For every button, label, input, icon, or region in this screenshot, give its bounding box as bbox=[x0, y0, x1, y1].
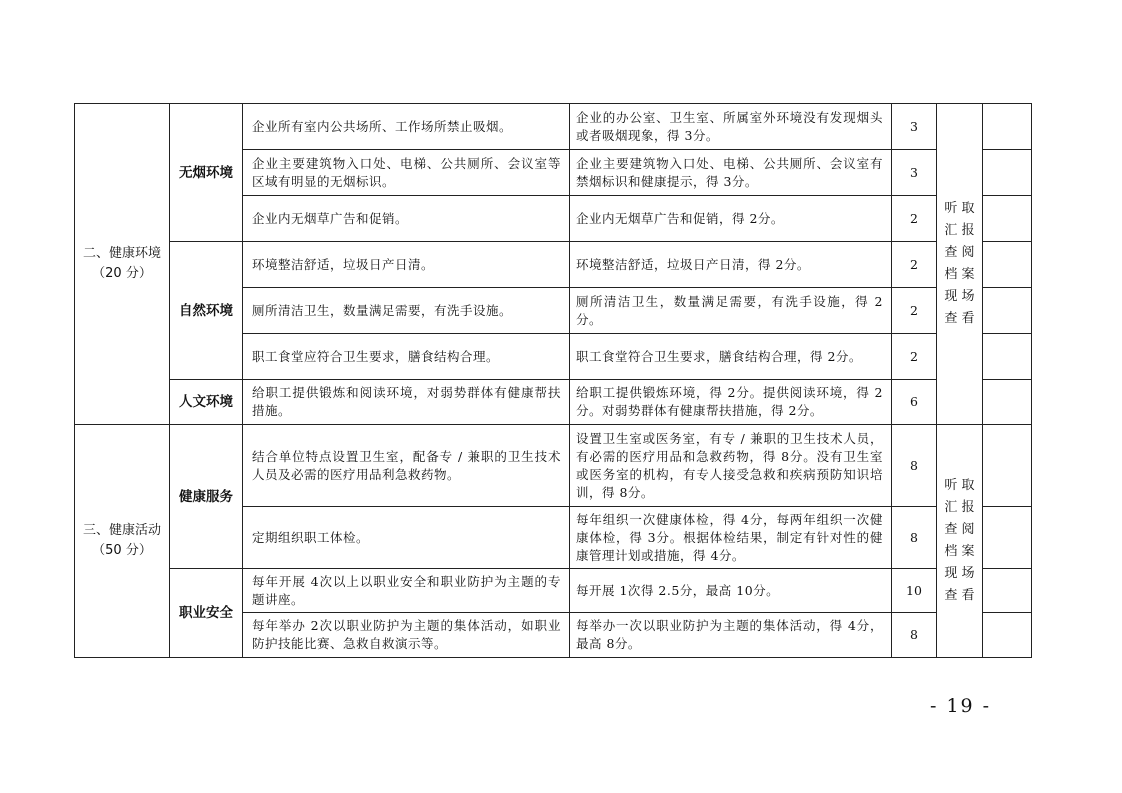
points-cell: 3 bbox=[892, 104, 937, 150]
blank-cell bbox=[983, 507, 1032, 569]
requirement-cell: 企业所有室内公共场所、工作场所禁止吸烟。 bbox=[243, 104, 570, 150]
table-row bbox=[75, 425, 1032, 507]
subcategory-name: 职业安全 bbox=[170, 569, 243, 658]
requirement-cell: 每年举办 2次以职业防护为主题的集体活动，如职业防护技能比赛、急救自救演示等。 bbox=[243, 613, 570, 658]
standard-cell: 每年组织一次健康体检，得 4分，每两年组织一次健康体检，得 3分。根据体检结果，制定有针对性的健康管理计划或措施，得 4分。 bbox=[570, 507, 892, 569]
subcategory-name: 健康服务 bbox=[170, 425, 243, 569]
standard-cell: 企业内无烟草广告和促销，得 2分。 bbox=[570, 196, 892, 242]
requirement-cell: 环境整洁舒适，垃圾日产日清。 bbox=[243, 242, 570, 288]
blank-cell bbox=[983, 380, 1032, 425]
table-row bbox=[75, 104, 1032, 150]
points-cell: 6 bbox=[892, 380, 937, 425]
table-row bbox=[75, 242, 1032, 288]
points-cell: 8 bbox=[892, 507, 937, 569]
blank-cell bbox=[983, 569, 1032, 613]
blank-cell bbox=[983, 104, 1032, 150]
requirement-cell: 企业内无烟草广告和促销。 bbox=[243, 196, 570, 242]
blank-cell bbox=[983, 334, 1032, 380]
requirement-cell: 给职工提供锻炼和阅读环境，对弱势群体有健康帮扶措施。 bbox=[243, 380, 570, 425]
points-cell: 8 bbox=[892, 613, 937, 658]
requirement-cell: 定期组织职工体检。 bbox=[243, 507, 570, 569]
subcategory-name: 自然环境 bbox=[170, 242, 243, 380]
standard-cell: 每举办一次以职业防护为主题的集体活动，得 4分，最高 8分。 bbox=[570, 613, 892, 658]
method-text: 听 取 汇 报 查 阅 档 案 现 场 查 看 bbox=[944, 201, 975, 326]
requirement-cell: 职工食堂应符合卫生要求，膳食结构合理。 bbox=[243, 334, 570, 380]
standard-cell: 厕所清洁卫生，数量满足需要，有洗手设施，得 2分。 bbox=[570, 288, 892, 334]
table-row bbox=[75, 569, 1032, 613]
table-row bbox=[75, 380, 1032, 425]
standard-cell: 给职工提供锻炼环境，得 2分。提供阅读环境，得 2分。对弱势群体有健康帮扶措施，得 2分。 bbox=[570, 380, 892, 425]
requirement-cell: 厕所清洁卫生，数量满足需要，有洗手设施。 bbox=[243, 288, 570, 334]
category-cell bbox=[75, 104, 170, 425]
blank-cell bbox=[983, 288, 1032, 334]
standard-cell: 环境整洁舒适，垃圾日产日清，得 2分。 bbox=[570, 242, 892, 288]
blank-cell bbox=[983, 613, 1032, 658]
standard-cell: 设置卫生室或医务室，有专 / 兼职的卫生技术人员，有必需的医疗用品和急救药物，得 8分。没有卫生室或医务室的机构，有专人接受急救和疾病预防知识培训，得 8分。 bbox=[570, 425, 892, 507]
points-cell: 8 bbox=[892, 425, 937, 507]
method-cell bbox=[937, 104, 983, 425]
blank-cell bbox=[983, 242, 1032, 288]
standard-cell: 每开展 1次得 2.5分，最高 10分。 bbox=[570, 569, 892, 613]
requirement-cell: 企业主要建筑物入口处、电梯、公共厕所、会议室等区域有明显的无烟标识。 bbox=[243, 150, 570, 196]
category-score: （50 分） bbox=[92, 543, 152, 558]
method-cell bbox=[937, 425, 983, 658]
points-cell: 2 bbox=[892, 288, 937, 334]
points-cell: 2 bbox=[892, 242, 937, 288]
category-score: （20 分） bbox=[92, 266, 152, 281]
scoring-table bbox=[74, 103, 1032, 658]
standard-cell: 职工食堂符合卫生要求，膳食结构合理，得 2分。 bbox=[570, 334, 892, 380]
subcategory-name: 人文环境 bbox=[170, 380, 243, 425]
blank-cell bbox=[983, 150, 1032, 196]
subcategory-name: 无烟环境 bbox=[170, 104, 243, 242]
method-text: 听 取 汇 报 查 阅 档 案 现 场 查 看 bbox=[944, 478, 975, 603]
category-cell bbox=[75, 425, 170, 658]
points-cell: 2 bbox=[892, 334, 937, 380]
points-cell: 10 bbox=[892, 569, 937, 613]
standard-cell: 企业主要建筑物入口处、电梯、公共厕所、会议室有禁烟标识和健康提示，得 3分。 bbox=[570, 150, 892, 196]
standard-cell: 企业的办公室、卫生室、所属室外环境没有发现烟头或者吸烟现象，得 3分。 bbox=[570, 104, 892, 150]
points-cell: 2 bbox=[892, 196, 937, 242]
blank-cell bbox=[983, 425, 1032, 507]
category-name: 三、健康活动 bbox=[82, 523, 161, 538]
requirement-cell: 每年开展 4次以上以职业安全和职业防护为主题的专题讲座。 bbox=[243, 569, 570, 613]
requirement-cell: 结合单位特点设置卫生室，配备专 / 兼职的卫生技术人员及必需的医疗用品利急救药物。 bbox=[243, 425, 570, 507]
points-cell: 3 bbox=[892, 150, 937, 196]
category-name: 二、健康环境 bbox=[82, 246, 161, 261]
page-number: - 19 - bbox=[930, 695, 992, 717]
blank-cell bbox=[983, 196, 1032, 242]
